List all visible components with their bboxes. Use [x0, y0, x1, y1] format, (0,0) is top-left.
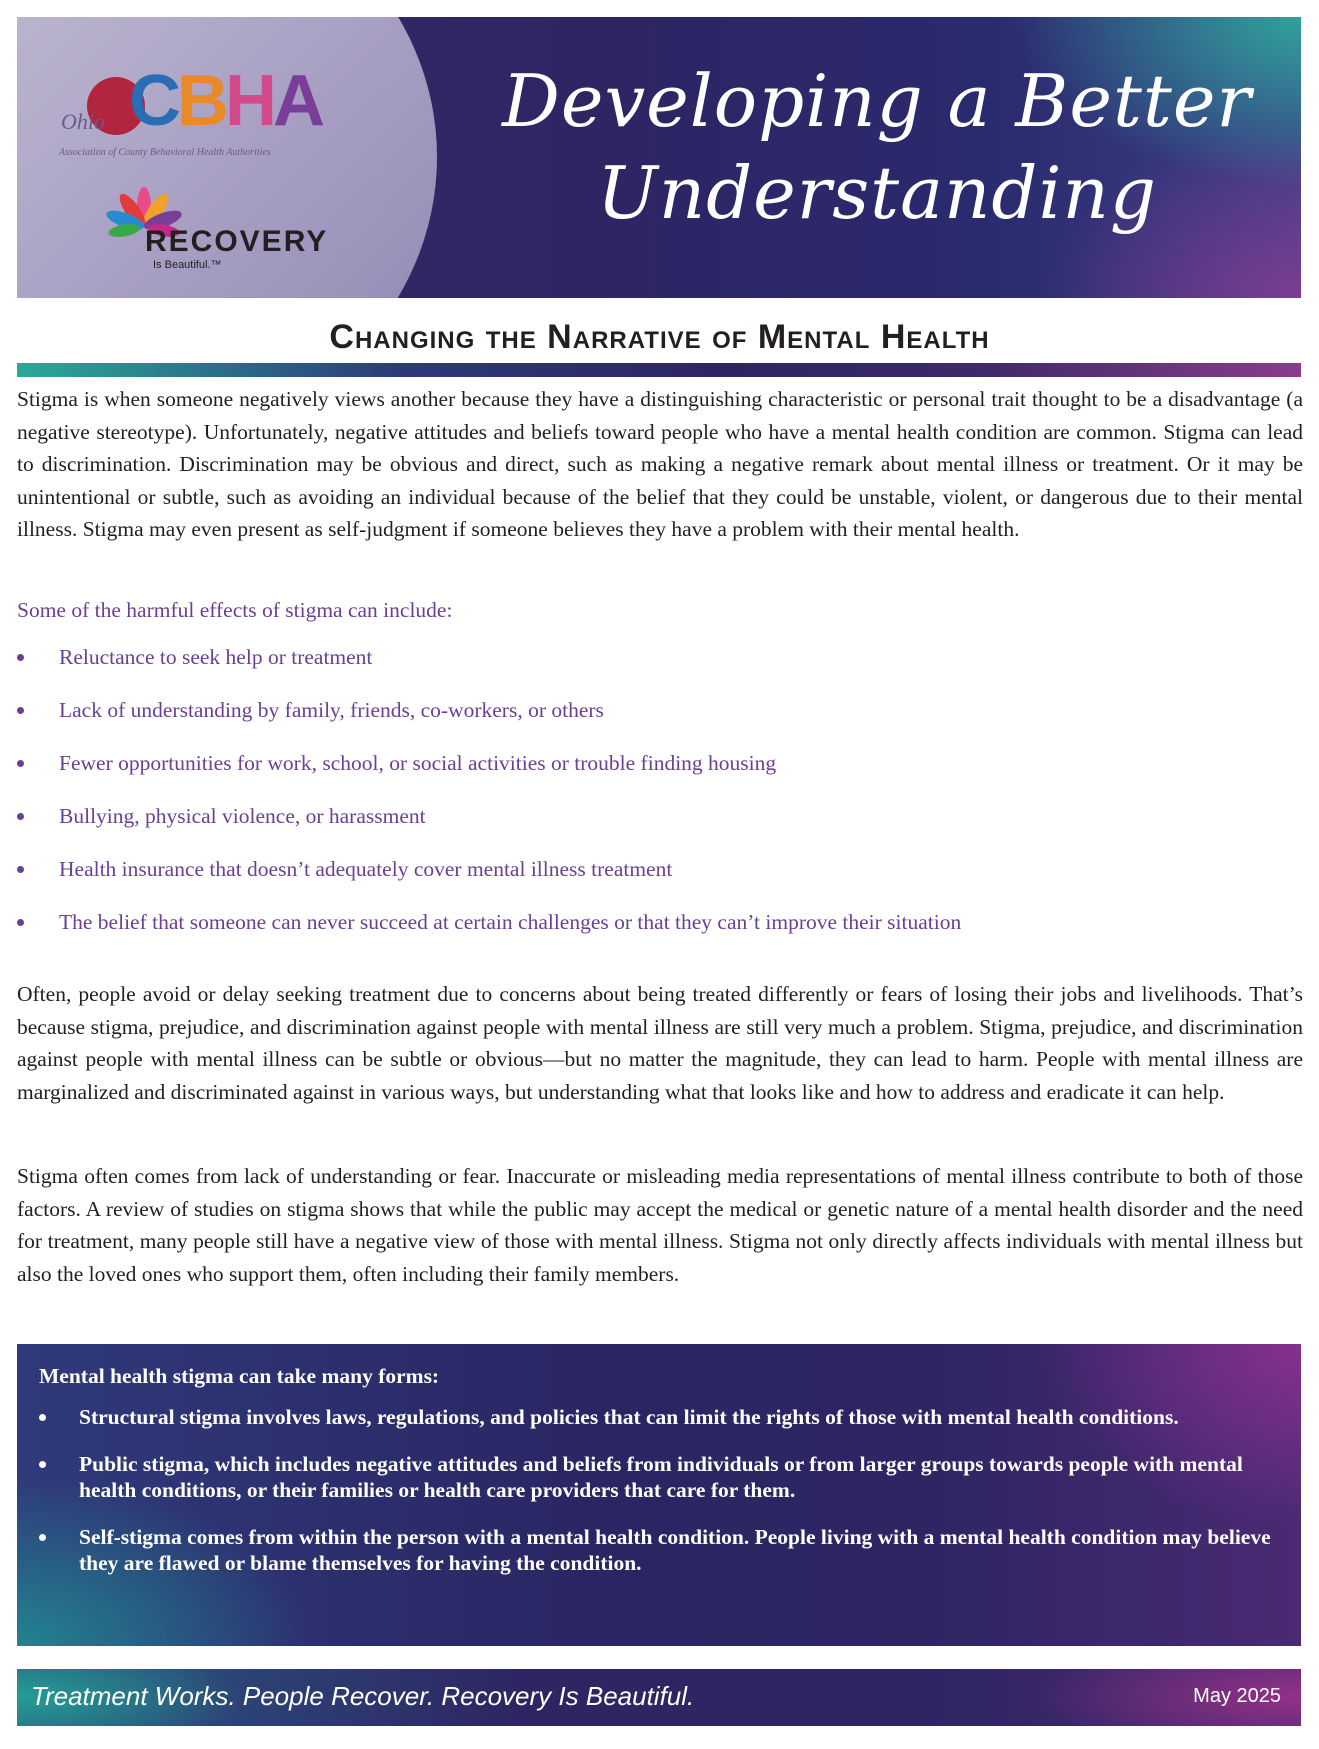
list-item	[17, 909, 1303, 962]
bullet-icon	[17, 919, 24, 926]
list-item	[17, 697, 1303, 750]
stigma-forms-box	[17, 1344, 1301, 1646]
list-item-text: Bullying, physical violence, or harassment	[59, 804, 426, 828]
bullet-icon	[17, 654, 24, 661]
list-item	[39, 1451, 1289, 1503]
list-item	[39, 1404, 1289, 1430]
logo-letter: B	[177, 61, 225, 141]
footer-slogan: Treatment Works. People Recover. Recovery Is Beautiful.	[31, 1681, 695, 1711]
list-item	[39, 1524, 1289, 1576]
list-item-text: Fewer opportunities for work, school, or social activities or trouble finding housing	[59, 751, 777, 775]
ocbha-logo-tagline: Association of County Behavioral Health Authorities	[59, 147, 271, 158]
recovery-logo	[105, 185, 345, 275]
effects-intro: Some of the harmful effects of stigma can include:	[17, 598, 453, 622]
list-item-text: Health insurance that doesn’t adequately cover mental illness treatment	[59, 857, 673, 881]
recovery-logo-word: RECOVERY	[145, 225, 329, 258]
list-item	[17, 750, 1303, 803]
bullet-icon	[39, 1414, 46, 1421]
bullet-icon	[39, 1461, 46, 1468]
footer-date: May 2025	[1193, 1685, 1281, 1707]
section-title: Changing the Narrative of Mental Health	[329, 318, 990, 356]
list-item-text: Lack of understanding by family, friends, co-workers, or others	[59, 698, 604, 722]
stigma-source-paragraph: Stigma often comes from lack of understanding or fear. Inaccurate or misleading media representations of mental illness contribute to both of those factors. A review of studies on stigma shows that while the public may accept the medical or genetic nature of a mental health disorder and the need for treatment, many people still have a negative view of those with mental illness. Stigma not only directly affects individuals with mental illness but also the loved ones who support them, often including their family members.	[17, 1164, 1303, 1286]
gradient-divider	[17, 363, 1301, 377]
bullet-icon	[17, 760, 24, 767]
bullet-icon	[17, 813, 24, 820]
stigma-forms-heading: Mental health stigma can take many forms:	[39, 1364, 440, 1388]
recovery-logo-sub: Is Beautiful.™	[153, 259, 222, 271]
intro-paragraph: Stigma is when someone negatively views another because they have a distinguishing characteristic or personal trait thought to be a disadvantage (a negative stereotype). Unfortunately, negative attitudes and beliefs toward people who have a mental health condition are common. Stigma can lead to discrimination. Discrimination may be obvious and direct, such as making a negative remark about mental illness or treatment. Or it may be unintentional or subtle, such as avoiding an individual because of the belief that they could be unstable, violent, or dangerous due to their mental illness. Stigma may even present as self-judgment if someone believes they have a problem with their mental health.	[17, 387, 1303, 541]
list-item-text: The belief that someone can never succeed at certain challenges or that they can’t improve their situation	[59, 910, 962, 934]
list-item-text: Structural stigma involves laws, regulations, and policies that can limit the rights of those with mental health conditions.	[79, 1405, 1179, 1429]
list-item	[17, 856, 1303, 909]
ocbha-logo-ohio: Ohio	[61, 109, 105, 134]
ocbha-logo	[57, 57, 387, 177]
page-title-line2: Understanding	[597, 151, 1157, 235]
list-item	[17, 644, 1303, 697]
ocbha-logo-letters	[129, 61, 321, 141]
bullet-icon	[17, 866, 24, 873]
logo-letter: C	[129, 61, 177, 141]
logo-letter: H	[225, 61, 273, 141]
page-title-line1: Developing a Better	[502, 59, 1252, 143]
list-item	[17, 803, 1303, 856]
page-title	[467, 55, 1287, 239]
treatment-paragraph: Often, people avoid or delay seeking treatment due to concerns about being treated differently or fears of losing their jobs and livelihoods. That’s because stigma, prejudice, and discrimination against people with mental illness are still very much a problem. Stigma, prejudice, and discrimination against people with mental illness can be subtle or obvious—but no matter the magnitude, they can lead to harm. People with mental illness are marginalized and discriminated against in various ways, but understanding what that looks like and how to address and eradicate it can help.	[17, 982, 1303, 1104]
footer-bar	[17, 1669, 1301, 1726]
bullet-icon	[17, 707, 24, 714]
list-item-text: Reluctance to seek help or treatment	[59, 645, 373, 669]
effects-list	[17, 644, 1303, 962]
logo-letter: A	[273, 61, 321, 141]
list-item-text: Public stigma, which includes negative attitudes and beliefs from individuals or from larger groups towards people with mental health conditions, or their families or health care providers that care for them.	[79, 1452, 1243, 1502]
stigma-forms-list	[39, 1404, 1289, 1597]
list-item-text: Self-stigma comes from within the person with a mental health condition. People living with a mental health condition may believe they are flawed or blame themselves for having the condition.	[79, 1525, 1271, 1575]
bullet-icon	[39, 1534, 46, 1541]
header-banner	[17, 17, 1301, 298]
